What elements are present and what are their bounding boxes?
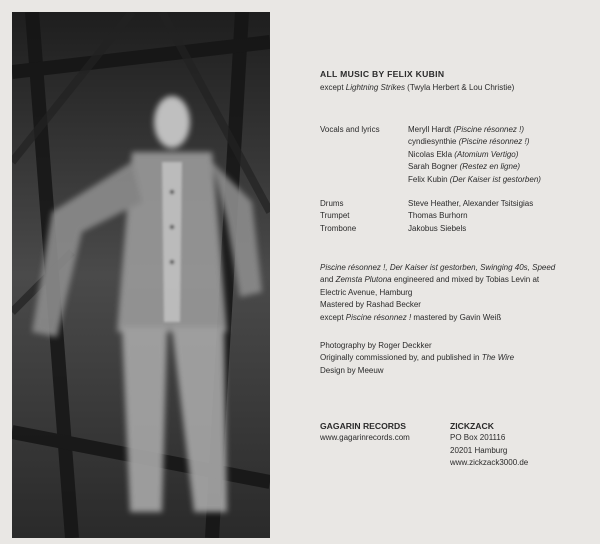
headline: ALL MUSIC BY FELIX KUBIN <box>320 69 445 79</box>
design-credits: Photography by Roger Deckker Originally commissioned by, and published in The Wire Design by Meeuw <box>320 341 515 375</box>
cover-photo <box>12 12 270 538</box>
role-label: Vocals and lyrics <box>320 125 380 134</box>
magazine-title: The Wire <box>481 353 515 363</box>
label-gagarin: GAGARIN RECORDS www.gagarinrecords.com <box>320 421 410 443</box>
engineering-credits: Piscine résonnez !, Der Kaiser ist gestorben, Swinging 40s, Speed and Zemsta Plutona engineered and mixed by Tobias Levin at Electric Avenue, Hamburg Mastered by Rashad Becker except Piscine résonnez ! mastered by Gavin Weiß <box>320 263 556 322</box>
label-zickzack: ZICKZACK PO Box 201116 20201 Hamburg www.zickzack3000.de <box>450 421 529 468</box>
song-title: Lightning Strikes <box>345 83 405 92</box>
photo-illustration <box>12 12 270 538</box>
subtitle: except Lightning Strikes (Twyla Herbert & Lou Christie) <box>320 83 515 92</box>
